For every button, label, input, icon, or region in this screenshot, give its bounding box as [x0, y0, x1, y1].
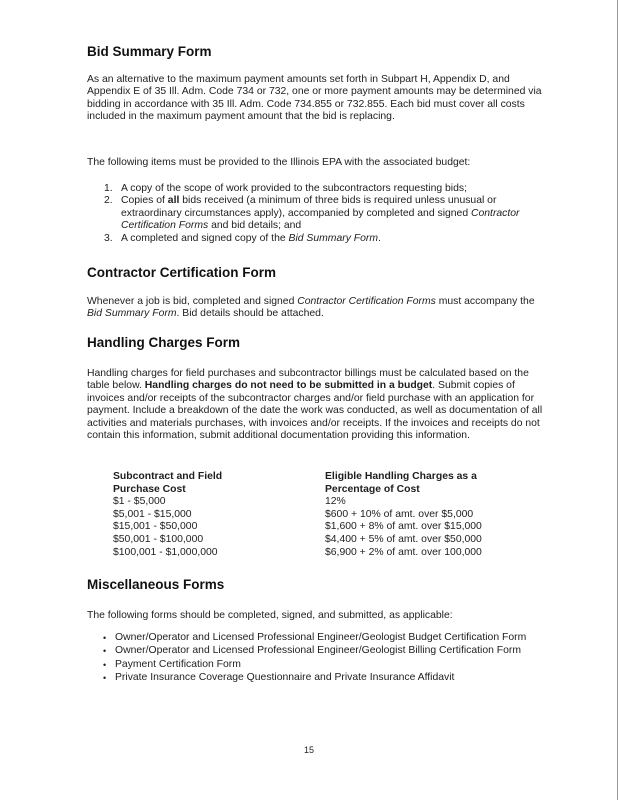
handling-paragraph [87, 368, 547, 442]
table-column-cost [113, 471, 323, 559]
list-item [95, 672, 547, 684]
list-text: A copy of the scope of work provided to the subcontractors requesting bids; [121, 183, 467, 194]
list-number: 1. [104, 183, 113, 194]
misc-section [87, 577, 547, 592]
table-cell: $4,400 + 5% of amt. over $50,000 [325, 533, 482, 545]
form-name: Contractor Certification Forms [121, 207, 520, 232]
table-header: Subcontract and Field [113, 471, 223, 482]
handling-section [87, 335, 547, 350]
section-heading: Bid Summary Form [87, 44, 212, 59]
list-item [95, 632, 547, 644]
paragraph [87, 368, 547, 442]
misc-intro [87, 610, 547, 622]
bullet-icon: • [103, 673, 107, 684]
list-number: 2. [104, 195, 113, 207]
section-heading: Contractor Certification Form [87, 265, 277, 280]
paragraph: The following forms should be completed, signed, and submitted, as applicable: [87, 610, 453, 621]
bullet-icon: • [103, 633, 107, 643]
list-text: A completed and signed copy of the [121, 232, 289, 244]
form-name: Contractor Certification Forms [297, 296, 436, 307]
contractor-paragraph [87, 296, 547, 321]
paragraph: The following items must be provided to the Illinois EPA with the associated budget: [87, 157, 471, 168]
list-number: 3. [104, 232, 113, 244]
text: . Bid details should be attached. [176, 308, 324, 320]
bid-summary-paragraph [87, 74, 547, 124]
table-header: Purchase Cost [113, 483, 186, 495]
list-text: . [378, 232, 381, 244]
table-cell: $1,600 + 8% of amt. over $15,000 [325, 521, 482, 533]
section-heading: Handling Charges Form [87, 335, 241, 350]
form-name: Bid Summary Form [87, 308, 177, 320]
contractor-section [87, 265, 547, 280]
text: . Submit copies of invoices and/or receipts of the subcontractor charges and/or field purchase with an application for payment. Include a breakdown of the date the work was conducted, as well as documentation of all activities and materials purchases, with invoices and/or receipts. If the invoices and receipts do not contain this information, submit additional documentation providing this information. [87, 380, 543, 442]
list-text: Copies of [121, 195, 168, 207]
list-text: Payment Certification Form [115, 658, 241, 670]
emphasis-bold: all [167, 195, 180, 207]
bullet-icon: • [103, 646, 107, 657]
text: Handling charges for field purchases and subcontractor billings must be calculated based on the table below. [87, 368, 529, 392]
page-number: 15 [303, 745, 314, 755]
text: Whenever a job is bid, completed and signed [87, 296, 298, 307]
text: must accompany the [435, 296, 535, 307]
form-name: Bid Summary Form [288, 232, 379, 244]
table-column-charges [325, 471, 535, 559]
list-text: and bid details; and [208, 220, 302, 232]
table-header: Percentage of Cost [325, 483, 420, 495]
paragraph: As an alternative to the maximum payment amounts set forth in Subpart H, Appendix D, and Appendix E of 35 Ill. Adm. Code 734 or 732, one or more payment amounts may be determined via bidding in accordance with 35 Ill. Adm. Code 734.855 or 732.855. Each bid must cover all costs included in the maximum payment amount that the bid is replacing. [87, 74, 542, 123]
list-item [87, 195, 547, 232]
table-cell: $6,900 + 2% of amt. over 100,000 [325, 546, 482, 558]
table-cell: 12% [325, 496, 346, 508]
bid-items-list [87, 183, 547, 245]
section-heading: Miscellaneous Forms [87, 577, 225, 592]
list-text: Owner/Operator and Licensed Professional Engineer/Geologist Budget Certification Form [115, 632, 527, 643]
misc-list [95, 632, 547, 686]
list-text: Private Insurance Coverage Questionnaire and Private Insurance Affidavit [115, 672, 455, 684]
list-item [87, 183, 547, 195]
list-text: Owner/Operator and Licensed Professional Engineer/Geologist Billing Certification Form [115, 645, 522, 657]
table-header: Eligible Handling Charges as a [325, 471, 477, 482]
table-cell: $5,001 - $15,000 [113, 508, 192, 520]
table-cell: $50,001 - $100,000 [113, 533, 204, 545]
emphasis-bold: Handling charges do not need to be submitted in a budget [144, 380, 433, 392]
table-cell: $600 + 10% of amt. over $5,000 [325, 508, 474, 520]
list-item [95, 645, 547, 657]
bullet-icon: • [103, 659, 107, 670]
list-text: bids received (a minimum of three bids is required unless unusual or extraordinary circumstances apply), accompanied by completed and signed [121, 195, 497, 219]
table-cell: $15,001 - $50,000 [113, 521, 198, 533]
list-item [95, 659, 547, 671]
bid-items-intro [87, 157, 547, 169]
table-cell: $1 - $5,000 [113, 496, 166, 508]
paragraph [87, 296, 547, 321]
table-cell: $100,001 - $1,000,000 [113, 546, 218, 558]
list-item [87, 233, 547, 245]
bid-summary-section [87, 44, 547, 59]
